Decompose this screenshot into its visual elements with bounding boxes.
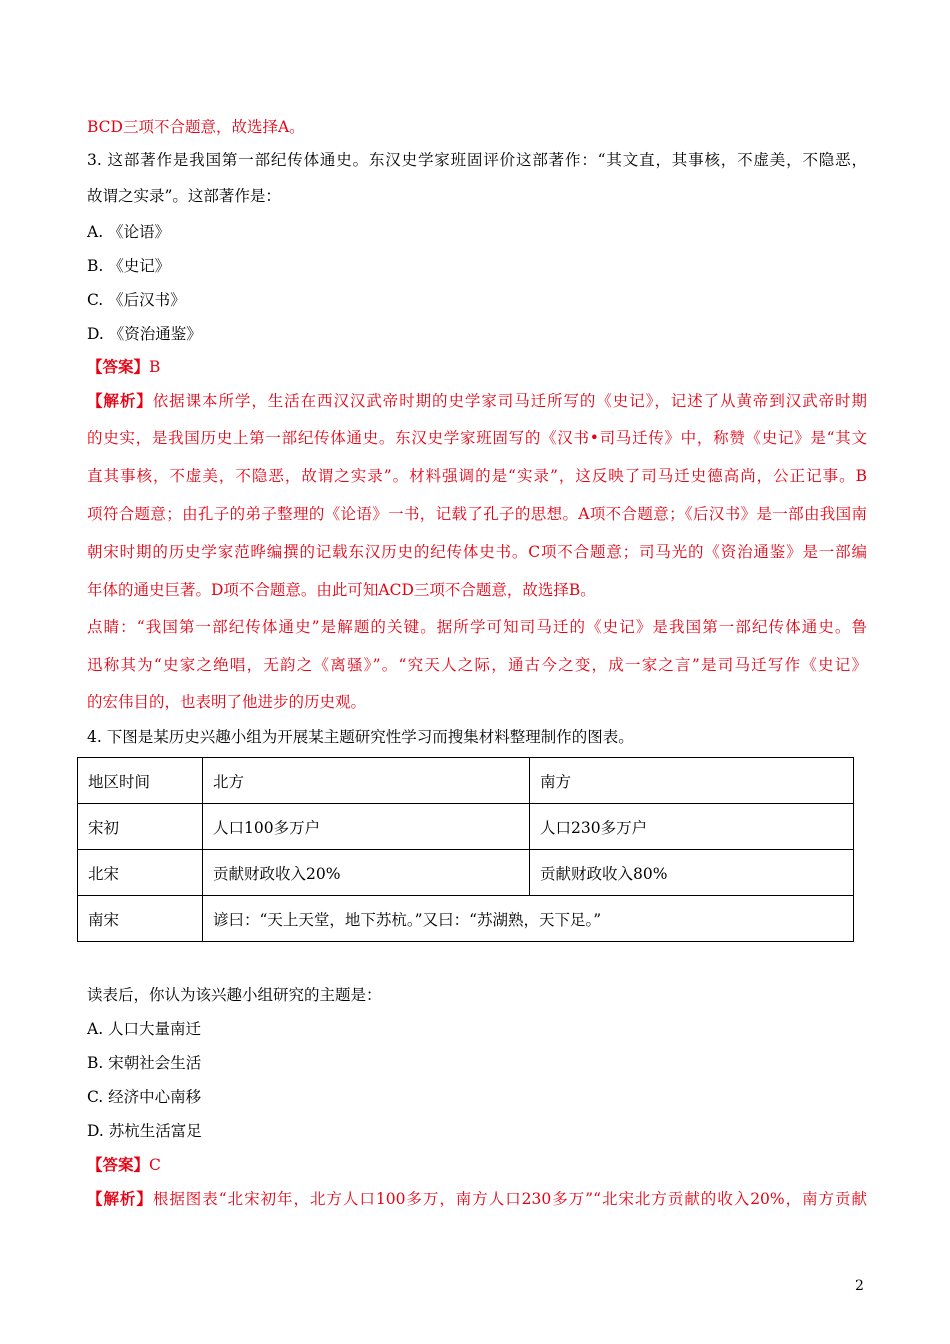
q4-stem: 4. 下图是某历史兴趣小组为开展某主题研究性学习而搜集材料整理制作的图表。 (87, 728, 634, 746)
q4-option-d: D. 苏杭生活富足 (87, 1122, 202, 1140)
q3-stem-line2: 故谓之实录”。这部著作是： (87, 187, 281, 205)
q3-analysis-line5: 朝宋时期的历史学家范晔编撰的记载东汉历史的纪传体史书。C项不合题意；司马光的《资治通鉴》是一部编 (87, 543, 867, 561)
table-cell: 宋初 (78, 804, 203, 850)
q4-option-c: C. 经济中心南移 (87, 1088, 202, 1106)
q3-option-a: A. 《论语》 (87, 223, 171, 241)
table-cell: 人口100多万户 (203, 804, 530, 850)
q3-analysis-label: 【解析】 (87, 391, 153, 410)
q4-analysis-label: 【解析】 (87, 1189, 153, 1208)
table-row (78, 804, 854, 850)
page-number: 2 (855, 1278, 864, 1294)
table-cell: 北宋 (78, 850, 203, 896)
q3-answer-label: 【答案】 (87, 357, 150, 376)
q4-question: 读表后，你认为该兴趣小组研究的主题是： (87, 986, 382, 1004)
table-header-cell: 地区时间 (78, 758, 203, 804)
q3-stem-line1: 3. 这部著作是我国第一部纪传体通史。东汉史学家班固评价这部著作：“其文直，其事核，不虚美，不隐恶， (87, 151, 867, 169)
table-cell: 贡献财政收入80% (530, 850, 854, 896)
table-cell: 贡献财政收入20% (203, 850, 530, 896)
q3-analysis-line1 (87, 391, 867, 411)
q4-option-a: A. 人口大量南迁 (87, 1020, 202, 1038)
q3-answer-value: B (149, 358, 161, 376)
table-cell: 人口230多万户 (530, 804, 854, 850)
q4-analysis-text: 根据图表“北宋初年，北方人口100多万，南方人口230多万”“北宋北方贡献的收入20%，南方贡献 (152, 1190, 867, 1208)
q3-analysis-text1: 依据课本所学，生活在西汉汉武帝时期的史学家司马迁所写的《史记》，记述了从黄帝到汉武帝时期 (152, 392, 867, 410)
table-row (78, 896, 854, 942)
q3-analysis-line3: 直其事核，不虚美，不隐恶，故谓之实录”。材料强调的是“实录”，这反映了司马迁史德高尚，公正记事。B (87, 467, 867, 485)
q3-analysis-line2: 的史实，是我国历史上第一部纪传体通史。东汉史学家班固写的《汉书•司马迁传》中，称赞《史记》是“其文 (87, 429, 867, 447)
q3-answer (87, 357, 160, 377)
table-cell-merged: 谚曰：“天上天堂，地下苏杭。”又曰：“苏湖熟，天下足。” (203, 896, 854, 942)
q3-tip-line2: 迅称其为“史家之绝唱，无韵之《离骚》”。“究天人之际，通古今之变，成一家之言”是司马迁写作《史记》 (87, 656, 867, 674)
q3-option-c: C. 《后汉书》 (87, 291, 186, 309)
q4-analysis-line1 (87, 1189, 867, 1209)
q3-tip-line1: 点睛：“我国第一部纪传体通史”是解题的关键。据所学可知司马迁的《史记》是我国第一部纪传体通史。鲁 (87, 618, 867, 636)
history-data-table (77, 757, 854, 942)
table-cell: 南宋 (78, 896, 203, 942)
table-header-cell: 南方 (530, 758, 854, 804)
q3-option-d: D. 《资治通鉴》 (87, 325, 202, 343)
previous-conclusion: BCD三项不合题意，故选择A。 (87, 118, 305, 136)
q4-answer-value: C (149, 1156, 161, 1174)
q4-answer-label: 【答案】 (87, 1155, 150, 1174)
table-header-cell: 北方 (203, 758, 530, 804)
q3-analysis-line6: 年体的通史巨著。D项不合题意。由此可知ACD三项不合题意，故选择B。 (87, 581, 596, 599)
q3-tip-line3: 的宏伟目的，也表明了他进步的历史观。 (87, 693, 367, 711)
q4-option-b: B. 宋朝社会生活 (87, 1054, 202, 1072)
q3-analysis-line4: 项符合题意；由孔子的弟子整理的《论语》一书，记载了孔子的思想。A项不合题意；《后汉书》是一部由我国南 (87, 505, 867, 523)
q3-option-b: B. 《史记》 (87, 257, 171, 275)
table-header-row (78, 758, 854, 804)
q4-answer (87, 1155, 161, 1175)
table-row (78, 850, 854, 896)
